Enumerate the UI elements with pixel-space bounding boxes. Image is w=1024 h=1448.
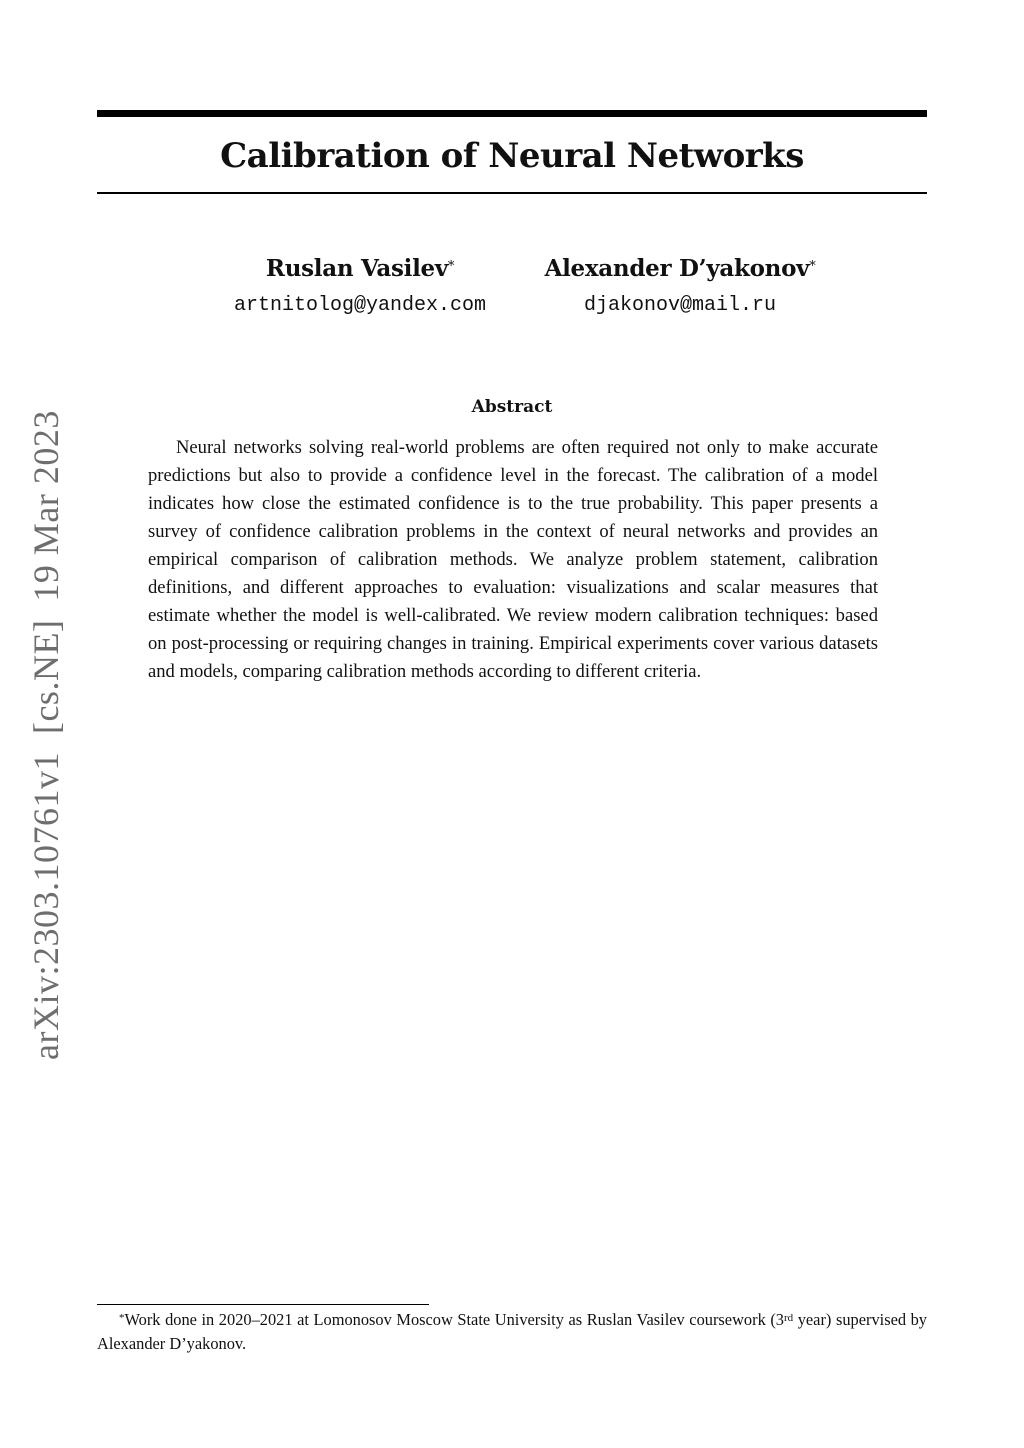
title-bottom-rule: [97, 192, 927, 194]
footnote-marker: *: [119, 1312, 125, 1324]
arxiv-id: arXiv:2303.10761v1: [26, 752, 66, 1060]
arxiv-date: 19 Mar 2023: [26, 410, 66, 602]
paper-title: Calibration of Neural Networks: [220, 136, 804, 176]
author-block-1: [200, 254, 520, 320]
author-name-2: Alexander D’yakonov*: [544, 255, 816, 282]
footnote-superscript: rd: [783, 1312, 794, 1324]
author-block-2: [520, 254, 840, 320]
title-top-rule: [97, 110, 927, 117]
arxiv-stamp: [26, 392, 66, 1060]
footnote: [97, 1308, 927, 1356]
author-footnote-marker-1: *: [447, 259, 455, 274]
footnote-rule: [97, 1304, 429, 1305]
author-email-2: djakonov@mail.ru: [583, 294, 777, 317]
footnote-text-before: Work done in 2020–2021 at Lomonosov Moscow State University as Ruslan Vasilev coursework (3: [124, 1310, 784, 1329]
author-email-1: artnitolog@yandex.com: [233, 294, 487, 317]
abstract-body: Neural networks solving real-world problems are often required not only to make accurate predictions but also to provide a confidence level in the forecast. The calibration of a model indicates how close the estimated confidence is to the true probability. This paper presents a survey of confidence calibration problems in the context of neural networks and provides an empirical comparison of calibration methods. We analyze problem statement, calibration definitions, and different approaches to evaluation: visualizations and scalar measures that estimate whether the model is well-calibrated. We review modern calibration techniques: based on post-processing or requiring changes in training. Empirical experiments cover various datasets and models, comparing calibration methods according to different criteria.: [148, 437, 878, 682]
footnote-text-after: year) supervised by Alexander D’yakonov.: [97, 1310, 927, 1353]
author-footnote-marker-2: *: [809, 259, 816, 274]
abstract-heading: Abstract: [471, 397, 553, 417]
arxiv-category: [cs.NE]: [26, 619, 66, 735]
author-name-1: Ruslan Vasilev*: [265, 255, 455, 282]
